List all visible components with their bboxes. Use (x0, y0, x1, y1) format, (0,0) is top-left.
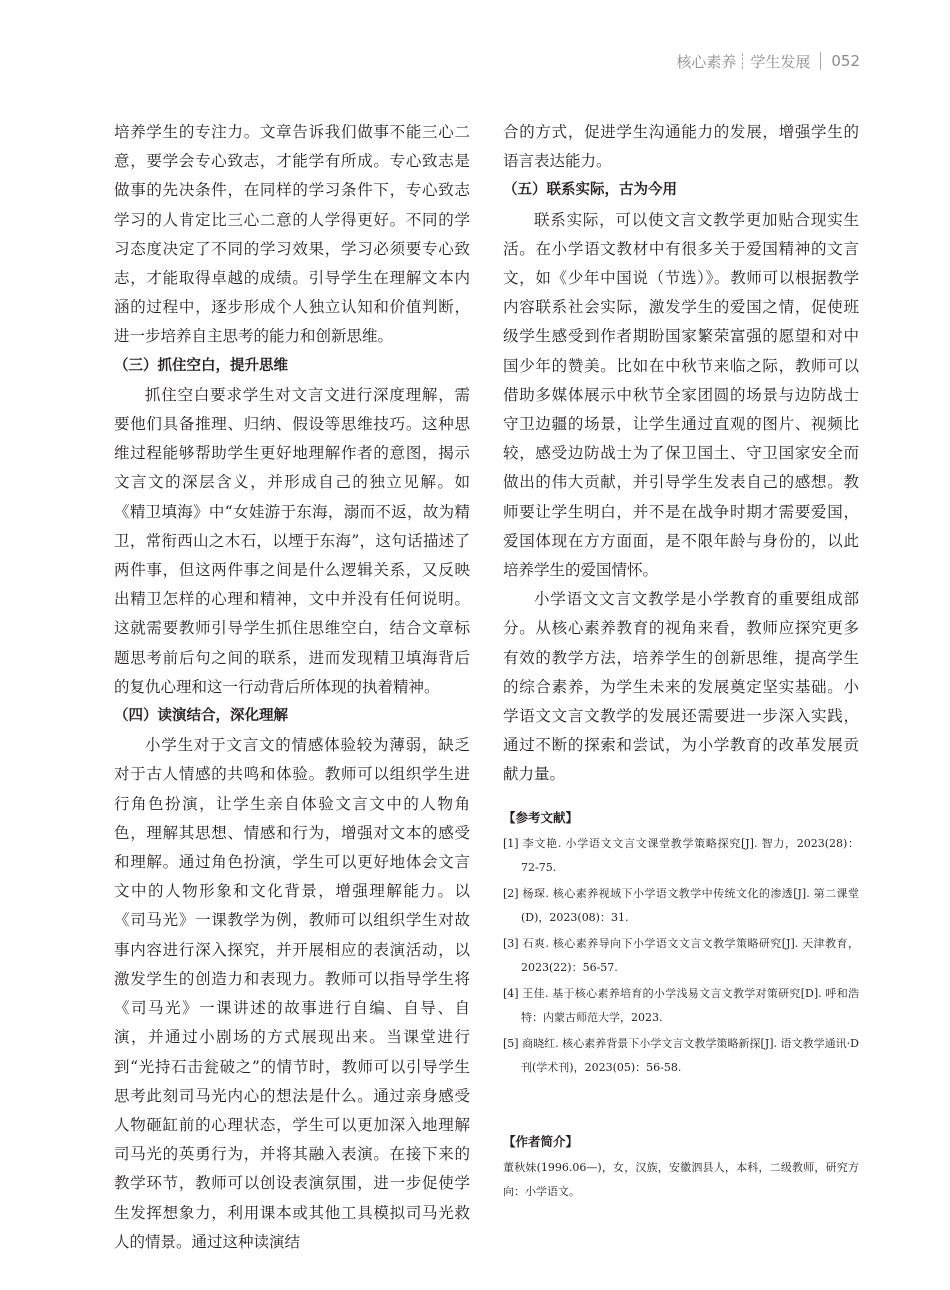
section-heading-3: （三）抓住空白，提升思维 (114, 357, 288, 374)
section-heading-4: （四）读演结合，深化理解 (114, 708, 288, 725)
section-heading-5: （五）联系实际，古为今用 (503, 182, 677, 199)
reference-item: [2] 杨琛. 核心素养视域下小学语文教学中传统文化的渗透[J]. 第二课堂(D)，2023(08)：31. (503, 887, 859, 924)
references-title: 【参考文献】 (503, 810, 579, 825)
left-column (114, 118, 470, 1257)
header-section: 核心素养 (676, 52, 737, 71)
author-bio-section (503, 1132, 859, 1204)
references-section (503, 808, 859, 1082)
running-header (676, 48, 860, 74)
reference-item: [1] 李文艳. 小学语文文言文课堂教学策略探究[J]. 智力，2023(28)：72-75. (503, 837, 859, 874)
author-bio-title: 【作者简介】 (503, 1134, 579, 1149)
reference-item: [4] 王佳. 基于核心素养培育的小学浅易文言文教学对策研究[D]. 呼和浩特：内蒙古师范大学，2023. (503, 987, 859, 1024)
body-paragraph: 合的方式，促进学生沟通能力的发展，增强学生的语言表达能力。 (503, 123, 859, 171)
header-category: 学生发展 (750, 52, 811, 71)
body-paragraph: 小学生对于文言文的情感体验较为薄弱，缺乏对于古人情感的共鸣和体验。教师可以组织学生进行角色扮演，让学生亲自体验文言文中的人物角色，理解其思想、情感和行为，增强对文本的感受和理解。通过角色扮演，学生可以更好地体会文言文中的人物形象和文化背景，增强理解能力。以《司马光》一课教学为例，教师可以组织学生对故事内容进行深入探究，并开展相应的表演活动，以激发学生的创造力和表现力。教师可以指导学生将《司马光》一课讲述的故事进行自编、自导、自演，并通过小剧场的方式展现出来。当课堂进行到“光持石击瓮破之”的情节时，教师可以引导学生思考此刻司马光内心的想法是什么。通过亲身感受人物砸缸前的心理状态，学生可以更加深入地理解司马光的英勇行为，并将其融入表演。在接下来的教学环节，教师可以创设表演氛围，进一步促使学生发挥想象力，利用课本或其他工具模拟司马光救人的情景。通过这种读演结 (114, 736, 470, 1251)
header-dotted-divider (742, 53, 744, 69)
body-paragraph: 抓住空白要求学生对文言文进行深度理解，需要他们具备推理、归纳、假设等思维技巧。这种思维过程能够帮助学生更好地理解作者的意图，揭示文言文的深层含义，并形成自己的独立见解。如《精卫填海》中“女娃游于东海，溺而不返，故为精卫，常衔西山之木石，以堙于东海”，这句话描述了两件事，但这两件事之间是什么逻辑关系，又反映出精卫怎样的心理和精神，文中并没有任何说明。这就需要教师引导学生抓住思维空白，结合文章标题思考前后句之间的联系，进而发现精卫填海背后的复仇心理和这一行动背后所体现的执着精神。 (114, 385, 470, 696)
reference-item: [5] 商晓红. 核心素养背景下小学文言文教学策略新探[J]. 语文教学通讯·D刊(学术刊)，2023(05)：56-58. (503, 1037, 859, 1074)
conclusion-paragraph: 小学语文文言文教学是小学教育的重要组成部分。从核心素养教育的视角来看，教师应探究更多有效的教学方法，培养学生的创新思维，提高学生的综合素养，为学生未来的发展奠定坚实基础。小学语文文言文教学的发展还需要进一步深入实践，通过不断的探索和尝试，为小学教育的改革发展贡献力量。 (503, 590, 859, 784)
page-number: 052 (831, 52, 860, 70)
body-paragraph: 联系实际，可以使文言文教学更加贴合现实生活。在小学语文教材中有很多关于爱国精神的文言文，如《少年中国说（节选）》。教师可以根据教学内容联系社会实际，激发学生的爱国之情，促使班级学生感受到作者期盼国家繁荣富强的愿望和对中国少年的赞美。比如在中秋节来临之际，教师可以借助多媒体展示中秋节全家团圆的场景与边防战士守卫边疆的场景，让学生通过直观的图片、视频比较，感受边防战士为了保卫国土、守卫国家安全而做出的伟大贡献，并引导学生发表自己的感想。教师要让学生明白，并不是在战争时期才需要爱国，爱国体现在方方面面，是不限年龄与身份的，以此培养学生的爱国情怀。 (503, 210, 859, 580)
author-bio-text: 董秋妹(1996.06—)，女，汉族，安徽泗县人，本科，二级教师，研究方向：小学语文。 (503, 1161, 859, 1198)
header-divider (820, 52, 821, 70)
right-column (503, 118, 859, 790)
reference-item: [3] 石爽. 核心素养导向下小学语文文言文教学策略研究[J]. 天津教育，2023(22)：56-57. (503, 937, 859, 974)
body-paragraph: 培养学生的专注力。文章告诉我们做事不能三心二意，要学会专心致志，才能学有所成。专心致志是做事的先决条件，在同样的学习条件下，专心致志学习的人肯定比三心二意的人学得更好。不同的学习态度决定了不同的学习效果，学习必须要专心致志，才能取得卓越的成绩。引导学生在理解文本内涵的过程中，逐步形成个人独立认知和价值判断，进一步培养自主思考的能力和创新思维。 (114, 123, 470, 346)
